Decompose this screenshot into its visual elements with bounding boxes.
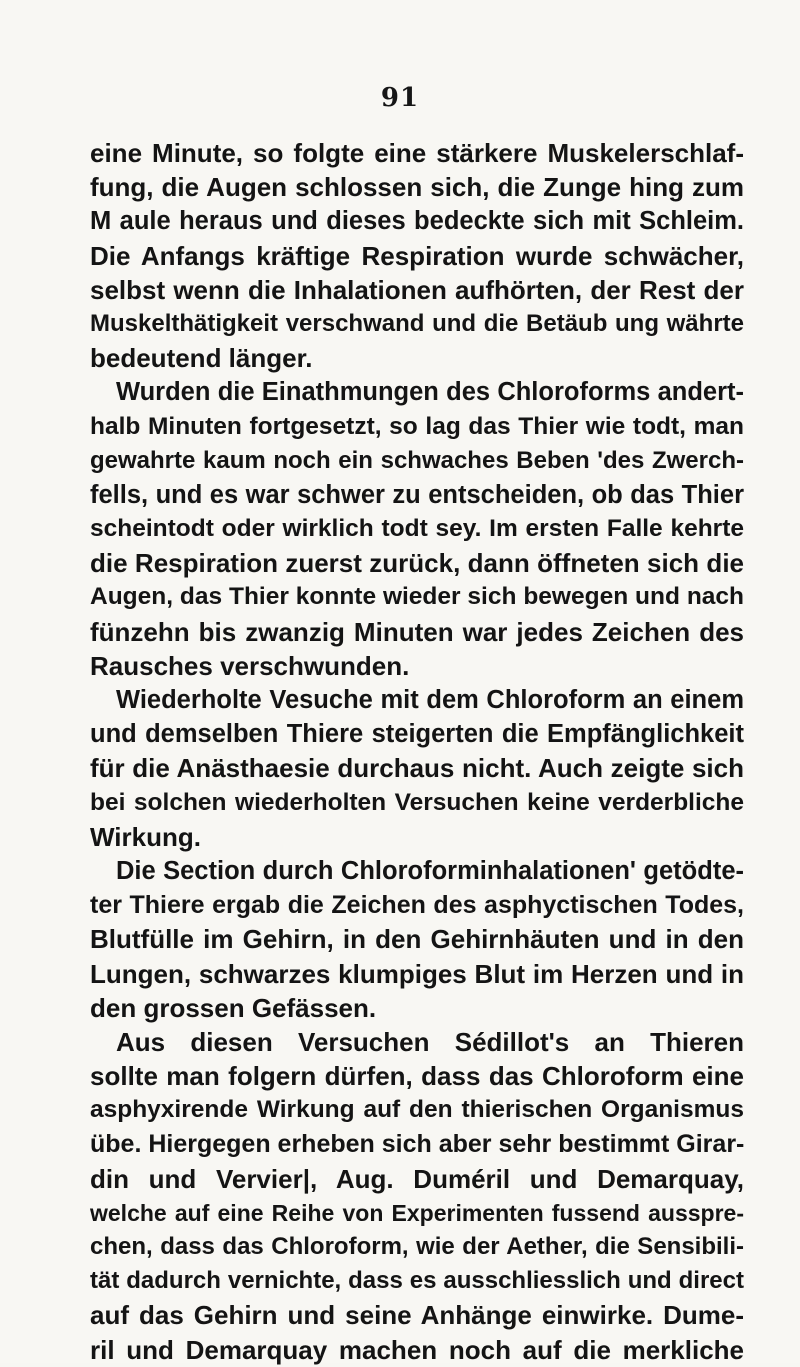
text-line: halb Minuten fortgesetzt, so lag das Thier wie todt, man (90, 412, 744, 440)
text-line: scheintodt oder wirklich todt sey. Im ersten Falle kehrte (90, 515, 744, 543)
text-line: den grossen Gefässen. (90, 992, 377, 1023)
page-number: 91 (380, 83, 420, 113)
text-line: Augen, das Thier konnte wieder sich bewegen und nach (90, 583, 744, 611)
text-line: Wiederholte Vesuche mit dem Chloroform an einem (116, 686, 744, 714)
text-line: übe. Hiergegen erheben sich aber sehr bestimmt Girar- (90, 1130, 745, 1159)
text-line: selbst wenn die Inhalationen aufhörten, der Rest der (90, 274, 744, 305)
text-line: Wirkung. (90, 821, 201, 852)
text-line: Rausches verschwunden. (90, 650, 410, 681)
text-line: auf das Gehirn und seine Anhänge einwirke. Dume- (90, 1300, 744, 1331)
text-line: Blutfülle im Gehirn, in den Gehirnhäuten und in den (90, 924, 744, 955)
text-line: Die Anfangs kräftige Respiration wurde schwächer, (90, 240, 744, 271)
text-line: M aule heraus und dieses bedeckte sich mit Schleim. (90, 207, 744, 236)
text-line: chen, dass das Chloroform, wie der Aether, die Sensibili- (90, 1233, 744, 1260)
text-line: bei solchen wiederholten Versuchen keine verderbliche (90, 788, 744, 816)
body-text (90, 136, 744, 1367)
text-line: Lungen, schwarzes klumpiges Blut im Herzen und in (90, 958, 744, 989)
text-line: und demselben Thiere steigerten die Empfänglichkeit (90, 720, 744, 749)
text-line: sollte man folgern dürfen, dass das Chloroform eine (90, 1061, 744, 1092)
text-line: fung, die Augen schlossen sich, die Zunge hing zum (90, 172, 744, 203)
text-line: Muskelthätigkeit verschwand und die Betäub ung währte (90, 309, 744, 337)
text-line: Aus diesen Versuchen Sédillot's an Thieren (116, 1026, 744, 1057)
text-line: Wurden die Einathmungen des Chloroforms andert- (116, 378, 744, 407)
text-line: ter Thiere ergab die Zeichen des asphyctischen Todes, (90, 891, 744, 920)
text-line: tät dadurch vernichte, dass es ausschliesslich und direct (90, 1267, 744, 1295)
text-line: bedeutend länger. (90, 343, 313, 374)
text-line: welche auf eine Reihe von Experimenten fussend ausspre- (90, 1199, 744, 1226)
text-line: die Respiration zuerst zurück, dann öffneten sich die (90, 548, 744, 579)
text-line: fünzehn bis zwanzig Minuten war jedes Zeichen des (90, 616, 744, 647)
text-line: asphyxirende Wirkung auf den thierischen Organismus (90, 1096, 744, 1124)
text-line: fells, und es war schwer zu entscheiden, ob das Thier (90, 480, 744, 509)
text-line: din und Vervier|, Aug. Duméril und Demarquay, (90, 1163, 744, 1194)
text-line: für die Anästhaesie durchaus nicht. Auch zeigte sich (90, 753, 744, 784)
text-line: Die Section durch Chloroforminhalationen' getödte- (116, 856, 744, 885)
text-line: ril und Demarquay machen noch auf die merkliche (90, 1334, 744, 1365)
text-line: gewahrte kaum noch ein schwaches Beben 'des Zwerch- (90, 446, 744, 474)
text-line: eine Minute, so folgte eine stärkere Muskelerschlaf- (90, 138, 744, 168)
